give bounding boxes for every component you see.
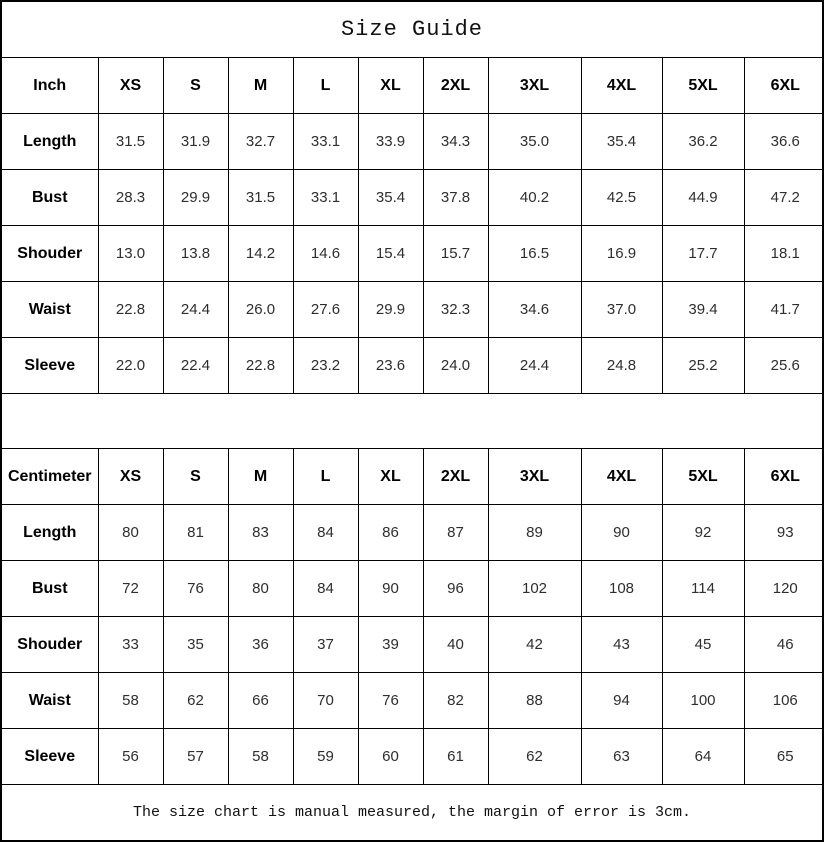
size-value-cell: 81	[163, 505, 228, 561]
size-header-cell: L	[293, 449, 358, 505]
size-value-cell: 90	[581, 505, 662, 561]
size-value-cell: 44.9	[662, 170, 744, 226]
size-value-cell: 18.1	[744, 226, 824, 282]
size-value-cell: 14.2	[228, 226, 293, 282]
measurement-row	[2, 617, 824, 673]
size-header-row	[2, 58, 824, 114]
size-value-cell: 35	[163, 617, 228, 673]
size-header-cell: 4XL	[581, 58, 662, 114]
measurement-row	[2, 114, 824, 170]
measurement-label-cell: Bust	[2, 170, 98, 226]
size-value-cell: 16.9	[581, 226, 662, 282]
size-value-cell: 35.4	[358, 170, 423, 226]
size-value-cell: 58	[98, 673, 163, 729]
size-value-cell: 22.8	[98, 282, 163, 338]
size-value-cell: 22.8	[228, 338, 293, 394]
size-header-cell: 2XL	[423, 58, 488, 114]
size-value-cell: 23.2	[293, 338, 358, 394]
size-header-cell: XS	[98, 58, 163, 114]
size-value-cell: 66	[228, 673, 293, 729]
size-value-cell: 42.5	[581, 170, 662, 226]
size-value-cell: 39	[358, 617, 423, 673]
measurement-row	[2, 561, 824, 617]
size-value-cell: 35.4	[581, 114, 662, 170]
size-value-cell: 40.2	[488, 170, 581, 226]
size-value-cell: 16.5	[488, 226, 581, 282]
size-value-cell: 31.9	[163, 114, 228, 170]
size-value-cell: 61	[423, 729, 488, 785]
measurement-label-cell: Waist	[2, 282, 98, 338]
measurement-row	[2, 729, 824, 785]
size-value-cell: 32.7	[228, 114, 293, 170]
size-value-cell: 33.1	[293, 170, 358, 226]
size-header-cell: 5XL	[662, 58, 744, 114]
section-divider-band	[2, 393, 822, 449]
size-value-cell: 24.0	[423, 338, 488, 394]
size-value-cell: 27.6	[293, 282, 358, 338]
size-value-cell: 94	[581, 673, 662, 729]
size-header-cell: XL	[358, 58, 423, 114]
size-value-cell: 82	[423, 673, 488, 729]
size-value-cell: 62	[163, 673, 228, 729]
size-value-cell: 80	[228, 561, 293, 617]
size-value-cell: 25.6	[744, 338, 824, 394]
size-value-cell: 86	[358, 505, 423, 561]
size-value-cell: 24.8	[581, 338, 662, 394]
page-title: Size Guide	[2, 2, 822, 58]
measurement-label-cell: Length	[2, 114, 98, 170]
size-value-cell: 70	[293, 673, 358, 729]
size-value-cell: 15.4	[358, 226, 423, 282]
size-value-cell: 37	[293, 617, 358, 673]
size-value-cell: 36.2	[662, 114, 744, 170]
size-value-cell: 72	[98, 561, 163, 617]
size-value-cell: 43	[581, 617, 662, 673]
measurement-label-cell: Sleeve	[2, 338, 98, 394]
size-value-cell: 34.3	[423, 114, 488, 170]
size-value-cell: 108	[581, 561, 662, 617]
size-value-cell: 89	[488, 505, 581, 561]
measurement-row	[2, 673, 824, 729]
size-value-cell: 33.9	[358, 114, 423, 170]
size-value-cell: 15.7	[423, 226, 488, 282]
size-value-cell: 56	[98, 729, 163, 785]
size-value-cell: 88	[488, 673, 581, 729]
centimeter-size-table	[2, 449, 824, 784]
measurement-label-cell: Waist	[2, 673, 98, 729]
size-value-cell: 120	[744, 561, 824, 617]
measurement-row	[2, 226, 824, 282]
unit-label-cell: Inch	[2, 58, 98, 114]
size-value-cell: 24.4	[163, 282, 228, 338]
measurement-label-cell: Bust	[2, 561, 98, 617]
size-value-cell: 84	[293, 561, 358, 617]
size-value-cell: 34.6	[488, 282, 581, 338]
size-header-cell: L	[293, 58, 358, 114]
size-header-cell: M	[228, 449, 293, 505]
size-header-cell: M	[228, 58, 293, 114]
size-value-cell: 47.2	[744, 170, 824, 226]
measurement-row	[2, 282, 824, 338]
size-value-cell: 87	[423, 505, 488, 561]
size-header-cell: 3XL	[488, 58, 581, 114]
size-value-cell: 13.8	[163, 226, 228, 282]
size-value-cell: 40	[423, 617, 488, 673]
size-value-cell: 23.6	[358, 338, 423, 394]
measurement-row	[2, 338, 824, 394]
size-value-cell: 31.5	[98, 114, 163, 170]
size-value-cell: 13.0	[98, 226, 163, 282]
size-value-cell: 83	[228, 505, 293, 561]
measurement-row	[2, 170, 824, 226]
size-value-cell: 64	[662, 729, 744, 785]
size-value-cell: 102	[488, 561, 581, 617]
size-value-cell: 59	[293, 729, 358, 785]
size-value-cell: 22.4	[163, 338, 228, 394]
size-value-cell: 45	[662, 617, 744, 673]
size-value-cell: 28.3	[98, 170, 163, 226]
size-header-cell: S	[163, 449, 228, 505]
size-value-cell: 84	[293, 505, 358, 561]
size-value-cell: 60	[358, 729, 423, 785]
size-value-cell: 29.9	[358, 282, 423, 338]
measurement-label-cell: Sleeve	[2, 729, 98, 785]
unit-label-cell: Centimeter	[2, 449, 98, 505]
size-header-cell: XL	[358, 449, 423, 505]
size-value-cell: 29.9	[163, 170, 228, 226]
size-value-cell: 36.6	[744, 114, 824, 170]
size-header-cell: 6XL	[744, 58, 824, 114]
size-value-cell: 76	[358, 673, 423, 729]
size-value-cell: 65	[744, 729, 824, 785]
size-value-cell: 93	[744, 505, 824, 561]
size-value-cell: 36	[228, 617, 293, 673]
size-header-cell: S	[163, 58, 228, 114]
size-value-cell: 31.5	[228, 170, 293, 226]
size-value-cell: 39.4	[662, 282, 744, 338]
size-value-cell: 42	[488, 617, 581, 673]
size-value-cell: 76	[163, 561, 228, 617]
size-value-cell: 41.7	[744, 282, 824, 338]
size-value-cell: 96	[423, 561, 488, 617]
measurement-label-cell: Length	[2, 505, 98, 561]
size-value-cell: 62	[488, 729, 581, 785]
size-value-cell: 114	[662, 561, 744, 617]
size-value-cell: 100	[662, 673, 744, 729]
size-value-cell: 25.2	[662, 338, 744, 394]
size-value-cell: 46	[744, 617, 824, 673]
inch-size-table	[2, 58, 824, 393]
size-value-cell: 37.8	[423, 170, 488, 226]
size-value-cell: 63	[581, 729, 662, 785]
size-value-cell: 35.0	[488, 114, 581, 170]
size-value-cell: 33.1	[293, 114, 358, 170]
size-value-cell: 90	[358, 561, 423, 617]
size-value-cell: 17.7	[662, 226, 744, 282]
measurement-row	[2, 505, 824, 561]
size-value-cell: 14.6	[293, 226, 358, 282]
size-header-cell: XS	[98, 449, 163, 505]
size-value-cell: 92	[662, 505, 744, 561]
footer-note: The size chart is manual measured, the margin of error is 3cm.	[2, 784, 822, 840]
size-value-cell: 57	[163, 729, 228, 785]
size-value-cell: 24.4	[488, 338, 581, 394]
size-header-cell: 2XL	[423, 449, 488, 505]
size-header-cell: 6XL	[744, 449, 824, 505]
measurement-label-cell: Shouder	[2, 617, 98, 673]
size-header-cell: 4XL	[581, 449, 662, 505]
size-header-cell: 5XL	[662, 449, 744, 505]
size-value-cell: 32.3	[423, 282, 488, 338]
size-value-cell: 80	[98, 505, 163, 561]
measurement-label-cell: Shouder	[2, 226, 98, 282]
size-header-row	[2, 449, 824, 505]
size-value-cell: 106	[744, 673, 824, 729]
size-value-cell: 58	[228, 729, 293, 785]
size-value-cell: 26.0	[228, 282, 293, 338]
size-value-cell: 37.0	[581, 282, 662, 338]
size-header-cell: 3XL	[488, 449, 581, 505]
size-value-cell: 22.0	[98, 338, 163, 394]
size-value-cell: 33	[98, 617, 163, 673]
